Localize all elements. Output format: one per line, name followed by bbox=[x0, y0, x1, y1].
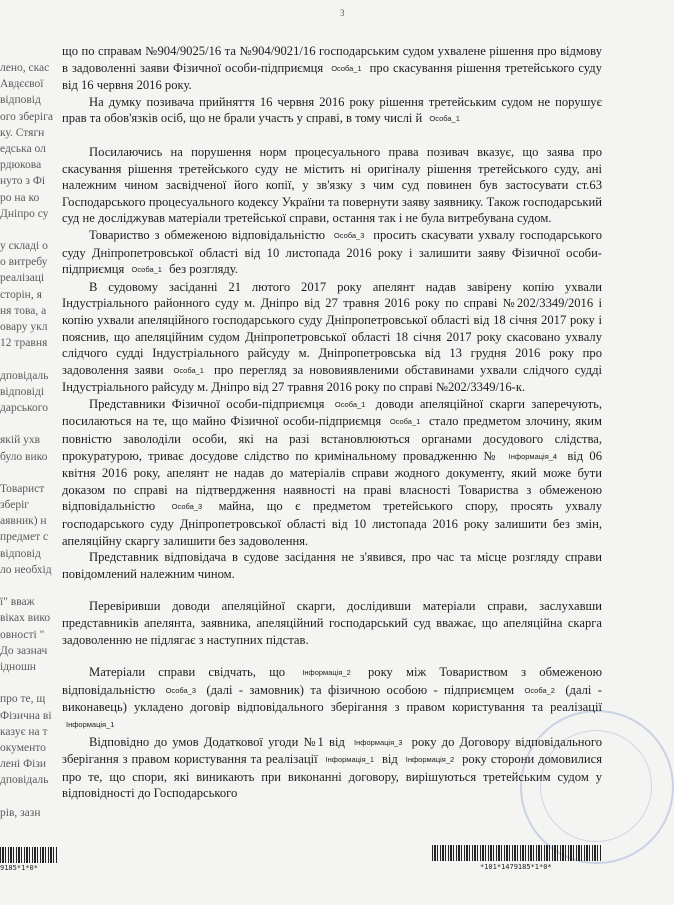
underlying-line: відповід bbox=[0, 94, 41, 107]
text-run: від bbox=[378, 752, 402, 767]
anonymized-placeholder: Особа_3 bbox=[171, 502, 203, 512]
underlying-line: ро на ко bbox=[0, 191, 40, 204]
text-run: Товариство з обмеженою відповідальністю bbox=[89, 227, 330, 242]
text-run: року до Договору відповідального зберігання з правом користування та реалізації bbox=[62, 734, 602, 767]
paragraph-p10 bbox=[62, 734, 602, 802]
paragraph-p7 bbox=[62, 549, 602, 582]
text-run: майна, що є предметом третейського спору, просять ухвалу господарського суду Дніпропетровської області від 10 листопада 2016 року залишити без змін, апеляційну скаргу залишити без задоволення. bbox=[62, 499, 602, 548]
underlying-line: реалізаці bbox=[0, 272, 45, 285]
underlying-line: про те, щ bbox=[0, 693, 46, 706]
text-run: від 06 квітня 2016 року, апелянт не надав до матеріалів справи жодного документу, який може бути доказом по справі на підтвердження наявності на праві власності Товариства з обмеженою відповідальністю bbox=[62, 448, 602, 514]
underlying-line: відповід bbox=[0, 547, 41, 560]
paragraph-p6 bbox=[62, 396, 602, 549]
anonymized-placeholder: Інформація_4 bbox=[508, 451, 558, 461]
text-run: (далі - виконавець) укладено договір відповідального зберігання з правом користування та реалізації bbox=[62, 682, 602, 715]
underlying-line: 12 травня bbox=[0, 337, 48, 350]
barcode-left-label: 9185*1*0* bbox=[0, 864, 38, 872]
underlying-line bbox=[0, 465, 62, 481]
barcode-left bbox=[0, 847, 58, 863]
text-run: про перегляд за нововиявленими обставинами ухвали слідчого судді Індустріального райсуду м. Дніпро від 27 травня 2016 року по справі №202/3349/16-к. bbox=[62, 362, 602, 395]
text-run: На думку позивача прийняття 16 червня 2016 року рішення третейським судом не порушує прав та обов'язків осіб, що не брали участь у справі, в тому числі й bbox=[62, 94, 602, 126]
underlying-line: дарського bbox=[0, 401, 48, 414]
underlying-line: зберіг bbox=[0, 499, 30, 512]
text-run: Посилаючись на порушення норм процесуального права позивач вказує, що заява про скасування рішення третейського суду не містить ні оригіналу рішення третейського суду, ані належним чином засвідченої його копії, у зв'язку з чим суд повинен був застосувати ст.63 Господарського процесуального кодексу України та повернути заяву заявнику. Також господарський суд не досліджував матеріали третейської справи, остання так і не була витребувана судом. bbox=[62, 144, 602, 226]
anonymized-placeholder: Особа_2 bbox=[524, 685, 555, 695]
underlying-line: віках вико bbox=[0, 612, 51, 625]
underlying-line: аявник) н bbox=[0, 515, 47, 528]
text-run: (далі - замовник) та фізичною особою - підприємцем bbox=[200, 682, 521, 697]
underlying-line: едська ол bbox=[0, 142, 46, 155]
underlying-line: казує на т bbox=[0, 725, 48, 738]
text-run: про скасування рішення третейського суду від 16 червня 2016 року. bbox=[62, 60, 603, 93]
anonymized-placeholder: Особа_1 bbox=[131, 265, 162, 275]
underlying-line: рів, зазн bbox=[0, 806, 41, 819]
underlying-line: дповідаль bbox=[0, 369, 49, 382]
underlying-line: ї" вваж bbox=[0, 596, 35, 609]
text-run: без розгляду. bbox=[165, 262, 238, 277]
underlying-line: ого зберіга bbox=[0, 110, 53, 123]
anonymized-placeholder: Інформація_1 bbox=[66, 719, 115, 729]
text-run: Матеріали справи свідчать, що bbox=[89, 665, 299, 680]
underlying-line: ня това, а bbox=[0, 304, 47, 317]
underlying-line: рдюкова bbox=[0, 159, 42, 172]
anonymized-placeholder: Особа_1 bbox=[173, 365, 204, 375]
underlying-line: ло необхід bbox=[0, 563, 52, 576]
underlying-line: було вико bbox=[0, 450, 48, 463]
text-run: доводи апеляційної скарги заперечують, посилаються на те, що майно Фізичної особи-підприємця bbox=[62, 396, 602, 429]
underlying-line: о витребу bbox=[0, 256, 48, 269]
anonymized-placeholder: Інформація_1 bbox=[325, 755, 374, 765]
paragraph-p5 bbox=[62, 279, 602, 396]
text-run: Відповідно до умов Додаткової угоди №1 від bbox=[89, 734, 351, 749]
underlying-line: відповіді bbox=[0, 385, 45, 398]
underlying-line: дповідаль bbox=[0, 774, 49, 787]
paragraph-p3 bbox=[62, 144, 602, 227]
underlying-line: предмет с bbox=[0, 531, 49, 544]
underlying-line: якій ухв bbox=[0, 434, 41, 447]
underlying-line bbox=[0, 222, 62, 238]
underlying-line: Авдєєвої bbox=[0, 78, 44, 91]
text-run: Представник відповідача в судове засідання не з'явився, про час та місце розгляду справи повідомлений належним чином. bbox=[62, 550, 602, 581]
paragraph-p2 bbox=[62, 94, 602, 128]
text-run: року між Товариством з обмеженою відповідальністю bbox=[62, 665, 602, 697]
underlying-line bbox=[0, 416, 62, 432]
anonymized-placeholder: Інформація_2 bbox=[405, 755, 455, 765]
underlying-line: овності " bbox=[0, 628, 45, 641]
text-run: стало предметом злочину, яким повністю заволоділи особи, які на разі встановлюються органами досудового слідства, прокуратурою, триває досудове слідство по кримінальному провадженню № bbox=[62, 414, 603, 463]
underlying-line bbox=[0, 351, 62, 367]
anonymized-placeholder: Особа_1 bbox=[331, 63, 362, 73]
anonymized-placeholder: Інформація_3 bbox=[354, 737, 403, 747]
paragraph-p4 bbox=[62, 227, 602, 279]
underlying-line: Фізична ві bbox=[0, 709, 52, 722]
underlying-line: ідношн bbox=[0, 660, 36, 673]
text-run: просить скасувати ухвалу господарського суду Дніпропетровської області від 10 листопада 2016 року і залишити заяву Фізичної особи-підприємця bbox=[62, 227, 602, 277]
underlying-page-fragment bbox=[0, 60, 62, 819]
anonymized-placeholder: Особа_3 bbox=[165, 685, 197, 695]
text-run: що по справам №904/9025/16 та №904/9021/16 господарським судом ухвалене рішення про відмову в задоволенні заяви Фізичної особи-підприємця bbox=[62, 44, 602, 75]
underlying-line: Товарист bbox=[0, 482, 45, 495]
paragraph-p1 bbox=[62, 43, 602, 94]
barcode-right-label: *101*1479185*1*0* bbox=[480, 863, 552, 871]
anonymized-placeholder: Особа_3 bbox=[333, 230, 365, 240]
anonymized-placeholder: Особа_1 bbox=[389, 417, 421, 427]
underlying-line: Дніпро су bbox=[0, 207, 49, 220]
anonymized-placeholder: Особа_1 bbox=[429, 114, 460, 124]
paragraph-p8 bbox=[62, 598, 602, 648]
underlying-line: До зазнач bbox=[0, 644, 48, 657]
underlying-line: у складі о bbox=[0, 240, 48, 253]
page-number: 3 bbox=[340, 8, 345, 18]
underlying-line bbox=[0, 788, 62, 804]
underlying-line: сторін, я bbox=[0, 288, 42, 301]
underlying-line: овару укл bbox=[0, 321, 48, 333]
text-run: Перевіривши доводи апеляційної скарги, дослідивши матеріали справи, заслухавши представників апелянта, заявника, апеляційний господарський суд вважає, що апеляційна скарга задоволенню не підлягає з наступних підстав. bbox=[62, 599, 602, 647]
paragraph-p9 bbox=[62, 664, 602, 733]
text-run: В судовому засіданні 21 лютого 2017 року апелянт надав завірену копію ухвали Індустріального районного суду м. Дніпро від 27 травня 2016 року по справі №202/3349/2016 і копію ухвали апеляційного господарського суду Дніпропетровської області від 18 січня 2017 року і пояснив, що апеляційним судом Дніпропетровської області 18 січня 2017 року скасовано ухвалу слідчого судді Індустріального райсуду м. Дніпропетровська від 13 грудня 2016 року про задоволення заяви bbox=[62, 279, 602, 377]
document-body bbox=[62, 43, 602, 802]
underlying-line bbox=[0, 675, 62, 691]
underlying-line: лені Фізи bbox=[0, 758, 47, 771]
underlying-line: нуто з Фі bbox=[0, 175, 46, 188]
underlying-line: ку. Стягн bbox=[0, 126, 45, 139]
anonymized-placeholder: Інформація_2 bbox=[302, 668, 351, 678]
barcode-right bbox=[432, 845, 602, 861]
underlying-line: лено, скас bbox=[0, 62, 50, 74]
underlying-line bbox=[0, 578, 62, 594]
text-run: року сторони домовилися про те, що спори, які виникають при виконанні договору, вирішуються третейським судом у відповідності до Господарського bbox=[62, 752, 602, 801]
anonymized-placeholder: Особа_1 bbox=[334, 399, 366, 409]
text-run: Представники Фізичної особи-підприємця bbox=[89, 396, 331, 411]
underlying-line: окументо bbox=[0, 741, 46, 754]
